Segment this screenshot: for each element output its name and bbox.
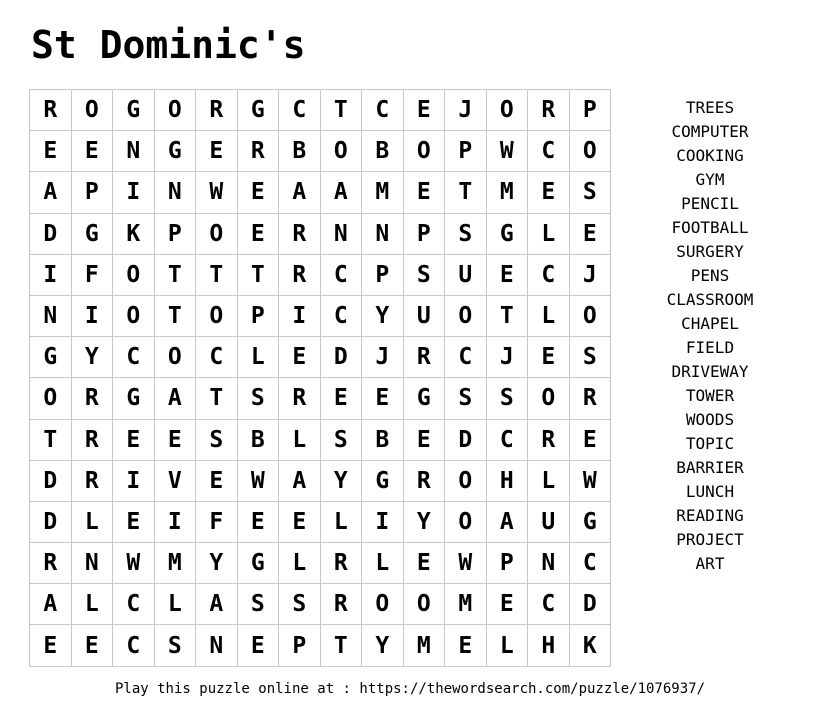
grid-cell: Y bbox=[72, 337, 114, 378]
grid-cell: P bbox=[155, 214, 197, 255]
word-list-item: CHAPEL bbox=[681, 314, 739, 333]
grid-cell: S bbox=[196, 420, 238, 461]
grid-cell: E bbox=[30, 625, 72, 666]
grid-cell: C bbox=[113, 625, 155, 666]
grid-cell: L bbox=[362, 543, 404, 584]
grid-cell: L bbox=[279, 543, 321, 584]
grid-cell: W bbox=[487, 131, 529, 172]
grid-cell: E bbox=[196, 131, 238, 172]
grid-cell: E bbox=[321, 378, 363, 419]
grid-cell: E bbox=[155, 420, 197, 461]
grid-cell: L bbox=[487, 625, 529, 666]
grid-cell: R bbox=[321, 584, 363, 625]
grid-cell: O bbox=[196, 214, 238, 255]
grid-cell: A bbox=[155, 378, 197, 419]
grid-cell: E bbox=[72, 625, 114, 666]
grid-cell: A bbox=[487, 502, 529, 543]
word-list-item: PENCIL bbox=[681, 194, 739, 213]
grid-cell: T bbox=[445, 172, 487, 213]
grid-cell: G bbox=[113, 90, 155, 131]
grid-cell: C bbox=[487, 420, 529, 461]
grid-cell: O bbox=[72, 90, 114, 131]
grid-cell: I bbox=[113, 172, 155, 213]
grid-cell: O bbox=[321, 131, 363, 172]
grid-cell: R bbox=[238, 131, 280, 172]
grid-cell: E bbox=[362, 378, 404, 419]
grid-cell: E bbox=[72, 131, 114, 172]
word-list-item: WOODS bbox=[685, 410, 735, 429]
grid-cell: E bbox=[528, 172, 570, 213]
grid-cell: L bbox=[528, 461, 570, 502]
grid-cell: M bbox=[362, 172, 404, 213]
grid-cell: B bbox=[362, 420, 404, 461]
grid-cell: O bbox=[445, 502, 487, 543]
grid-cell: I bbox=[155, 502, 197, 543]
word-list-item: FOOTBALL bbox=[671, 218, 749, 237]
grid-cell: U bbox=[404, 296, 446, 337]
grid-cell: O bbox=[445, 461, 487, 502]
word-list bbox=[650, 96, 770, 576]
grid-cell: P bbox=[362, 255, 404, 296]
grid-cell: C bbox=[321, 296, 363, 337]
grid-cell: B bbox=[362, 131, 404, 172]
grid-cell: S bbox=[487, 378, 529, 419]
grid-cell: E bbox=[404, 172, 446, 213]
grid-cell: C bbox=[196, 337, 238, 378]
word-list-item: BARRIER bbox=[676, 458, 744, 477]
grid-cell: I bbox=[72, 296, 114, 337]
grid-cell: C bbox=[362, 90, 404, 131]
grid-cell: S bbox=[404, 255, 446, 296]
grid-cell: B bbox=[238, 420, 280, 461]
grid-cell: S bbox=[279, 584, 321, 625]
grid-cell: P bbox=[238, 296, 280, 337]
grid-cell: R bbox=[72, 378, 114, 419]
word-list-item: DRIVEWAY bbox=[671, 362, 749, 381]
grid-cell: E bbox=[238, 625, 280, 666]
grid-cell: M bbox=[404, 625, 446, 666]
grid-cell: E bbox=[528, 337, 570, 378]
grid-cell: Y bbox=[196, 543, 238, 584]
grid-cell: G bbox=[238, 543, 280, 584]
grid-cell: I bbox=[279, 296, 321, 337]
grid-cell: L bbox=[279, 420, 321, 461]
grid-cell: R bbox=[30, 90, 72, 131]
grid-cell: E bbox=[445, 625, 487, 666]
grid-cell: G bbox=[72, 214, 114, 255]
grid-cell: L bbox=[528, 296, 570, 337]
grid-cell: M bbox=[487, 172, 529, 213]
grid-cell: V bbox=[155, 461, 197, 502]
word-list-item: GYM bbox=[695, 170, 725, 189]
grid-cell: C bbox=[528, 255, 570, 296]
grid-cell: L bbox=[72, 502, 114, 543]
grid-cell: P bbox=[72, 172, 114, 213]
grid-cell: S bbox=[155, 625, 197, 666]
grid-cell: S bbox=[445, 214, 487, 255]
grid-cell: S bbox=[570, 172, 612, 213]
grid-cell: F bbox=[72, 255, 114, 296]
grid-cell: N bbox=[528, 543, 570, 584]
grid-cell: J bbox=[445, 90, 487, 131]
grid-cell: E bbox=[238, 502, 280, 543]
grid-cell: P bbox=[570, 90, 612, 131]
grid-cell: O bbox=[362, 584, 404, 625]
grid-cell: Y bbox=[321, 461, 363, 502]
grid-cell: I bbox=[113, 461, 155, 502]
grid-cell: T bbox=[155, 255, 197, 296]
word-list-item: READING bbox=[676, 506, 744, 525]
grid-cell: O bbox=[404, 131, 446, 172]
grid-cell: O bbox=[404, 584, 446, 625]
grid-cell: S bbox=[445, 378, 487, 419]
grid-cell: E bbox=[279, 502, 321, 543]
page-title: St Dominic's bbox=[31, 23, 306, 67]
grid-cell: J bbox=[362, 337, 404, 378]
grid-cell: M bbox=[155, 543, 197, 584]
word-list-item: TOWER bbox=[685, 386, 735, 405]
grid-cell: S bbox=[238, 378, 280, 419]
grid-cell: P bbox=[279, 625, 321, 666]
grid-cell: G bbox=[30, 337, 72, 378]
grid-cell: D bbox=[30, 461, 72, 502]
grid-cell: W bbox=[238, 461, 280, 502]
word-list-item: SURGERY bbox=[676, 242, 744, 261]
grid-cell: N bbox=[196, 625, 238, 666]
grid-cell: E bbox=[404, 420, 446, 461]
word-list-item: COMPUTER bbox=[671, 122, 749, 141]
grid-cell: C bbox=[279, 90, 321, 131]
grid-cell: U bbox=[528, 502, 570, 543]
grid-cell: G bbox=[362, 461, 404, 502]
grid-cell: E bbox=[113, 420, 155, 461]
word-list-item: PROJECT bbox=[676, 530, 744, 549]
grid-cell: A bbox=[279, 172, 321, 213]
letter-grid bbox=[29, 89, 611, 667]
grid-cell: R bbox=[279, 378, 321, 419]
grid-cell: E bbox=[404, 90, 446, 131]
grid-cell: E bbox=[30, 131, 72, 172]
grid-cell: A bbox=[196, 584, 238, 625]
grid-cell: T bbox=[238, 255, 280, 296]
grid-cell: I bbox=[30, 255, 72, 296]
grid-cell: R bbox=[528, 420, 570, 461]
grid-cell: Y bbox=[404, 502, 446, 543]
grid-cell: H bbox=[487, 461, 529, 502]
grid-cell: I bbox=[362, 502, 404, 543]
word-list-item: LUNCH bbox=[685, 482, 735, 501]
grid-cell: L bbox=[155, 584, 197, 625]
grid-cell: A bbox=[30, 172, 72, 213]
grid-cell: R bbox=[279, 214, 321, 255]
grid-cell: O bbox=[113, 296, 155, 337]
grid-cell: O bbox=[155, 337, 197, 378]
grid-cell: R bbox=[72, 420, 114, 461]
grid-cell: Y bbox=[362, 625, 404, 666]
grid-cell: D bbox=[321, 337, 363, 378]
grid-cell: D bbox=[445, 420, 487, 461]
grid-cell: O bbox=[196, 296, 238, 337]
grid-cell: E bbox=[279, 337, 321, 378]
grid-cell: A bbox=[279, 461, 321, 502]
grid-cell: W bbox=[196, 172, 238, 213]
grid-cell: N bbox=[155, 172, 197, 213]
grid-cell: T bbox=[196, 255, 238, 296]
grid-cell: D bbox=[30, 214, 72, 255]
word-list-item: PENS bbox=[690, 266, 730, 285]
grid-cell: Y bbox=[362, 296, 404, 337]
grid-cell: N bbox=[30, 296, 72, 337]
word-list-item: TOPIC bbox=[685, 434, 735, 453]
grid-cell: G bbox=[238, 90, 280, 131]
grid-cell: S bbox=[321, 420, 363, 461]
grid-cell: T bbox=[321, 625, 363, 666]
grid-cell: C bbox=[445, 337, 487, 378]
grid-cell: N bbox=[113, 131, 155, 172]
grid-cell: E bbox=[570, 420, 612, 461]
grid-cell: R bbox=[528, 90, 570, 131]
word-list-item: TREES bbox=[685, 98, 735, 117]
grid-cell: R bbox=[404, 461, 446, 502]
grid-cell: J bbox=[570, 255, 612, 296]
grid-cell: S bbox=[570, 337, 612, 378]
grid-cell: S bbox=[238, 584, 280, 625]
grid-cell: G bbox=[570, 502, 612, 543]
word-list-item: COOKING bbox=[676, 146, 744, 165]
grid-cell: R bbox=[196, 90, 238, 131]
grid-cell: R bbox=[30, 543, 72, 584]
grid-cell: P bbox=[445, 131, 487, 172]
grid-cell: W bbox=[113, 543, 155, 584]
word-list-item: ART bbox=[695, 554, 725, 573]
grid-cell: C bbox=[321, 255, 363, 296]
grid-cell: E bbox=[196, 461, 238, 502]
grid-cell: G bbox=[155, 131, 197, 172]
grid-cell: O bbox=[30, 378, 72, 419]
grid-cell: B bbox=[279, 131, 321, 172]
grid-cell: J bbox=[487, 337, 529, 378]
grid-cell: K bbox=[113, 214, 155, 255]
grid-cell: H bbox=[528, 625, 570, 666]
grid-cell: C bbox=[528, 131, 570, 172]
grid-cell: N bbox=[362, 214, 404, 255]
grid-cell: R bbox=[279, 255, 321, 296]
grid-cell: T bbox=[196, 378, 238, 419]
grid-cell: O bbox=[570, 131, 612, 172]
grid-cell: L bbox=[72, 584, 114, 625]
grid-cell: U bbox=[445, 255, 487, 296]
grid-cell: F bbox=[196, 502, 238, 543]
grid-cell: K bbox=[570, 625, 612, 666]
grid-cell: O bbox=[445, 296, 487, 337]
grid-cell: E bbox=[238, 172, 280, 213]
grid-cell: N bbox=[321, 214, 363, 255]
grid-cell: R bbox=[404, 337, 446, 378]
word-list-item: FIELD bbox=[685, 338, 735, 357]
grid-cell: L bbox=[321, 502, 363, 543]
grid-cell: O bbox=[528, 378, 570, 419]
grid-cell: T bbox=[30, 420, 72, 461]
grid-cell: C bbox=[113, 337, 155, 378]
grid-cell: C bbox=[570, 543, 612, 584]
grid-cell: D bbox=[570, 584, 612, 625]
grid-cell: A bbox=[30, 584, 72, 625]
grid-cell: E bbox=[238, 214, 280, 255]
grid-cell: E bbox=[487, 255, 529, 296]
grid-cell: D bbox=[30, 502, 72, 543]
grid-cell: L bbox=[528, 214, 570, 255]
grid-cell: R bbox=[321, 543, 363, 584]
grid-cell: N bbox=[72, 543, 114, 584]
grid-cell: C bbox=[528, 584, 570, 625]
grid-cell: T bbox=[321, 90, 363, 131]
grid-cell: G bbox=[404, 378, 446, 419]
grid-cell: A bbox=[321, 172, 363, 213]
grid-cell: P bbox=[404, 214, 446, 255]
grid-cell: E bbox=[570, 214, 612, 255]
grid-cell: C bbox=[113, 584, 155, 625]
grid-cell: R bbox=[72, 461, 114, 502]
grid-cell: E bbox=[487, 584, 529, 625]
grid-cell: E bbox=[404, 543, 446, 584]
grid-cell: T bbox=[155, 296, 197, 337]
grid-cell: O bbox=[113, 255, 155, 296]
footer-text: Play this puzzle online at : https://thewordsearch.com/puzzle/1076937/ bbox=[114, 681, 705, 697]
grid-cell: W bbox=[570, 461, 612, 502]
grid-cell: W bbox=[445, 543, 487, 584]
grid-cell: M bbox=[445, 584, 487, 625]
grid-cell: R bbox=[570, 378, 612, 419]
word-list-item: CLASSROOM bbox=[666, 290, 754, 309]
grid-cell: G bbox=[113, 378, 155, 419]
grid-cell: O bbox=[155, 90, 197, 131]
grid-cell: P bbox=[487, 543, 529, 584]
grid-cell: L bbox=[238, 337, 280, 378]
grid-cell: G bbox=[487, 214, 529, 255]
grid-cell: O bbox=[570, 296, 612, 337]
grid-cell: T bbox=[487, 296, 529, 337]
grid-cell: O bbox=[487, 90, 529, 131]
grid-cell: E bbox=[113, 502, 155, 543]
